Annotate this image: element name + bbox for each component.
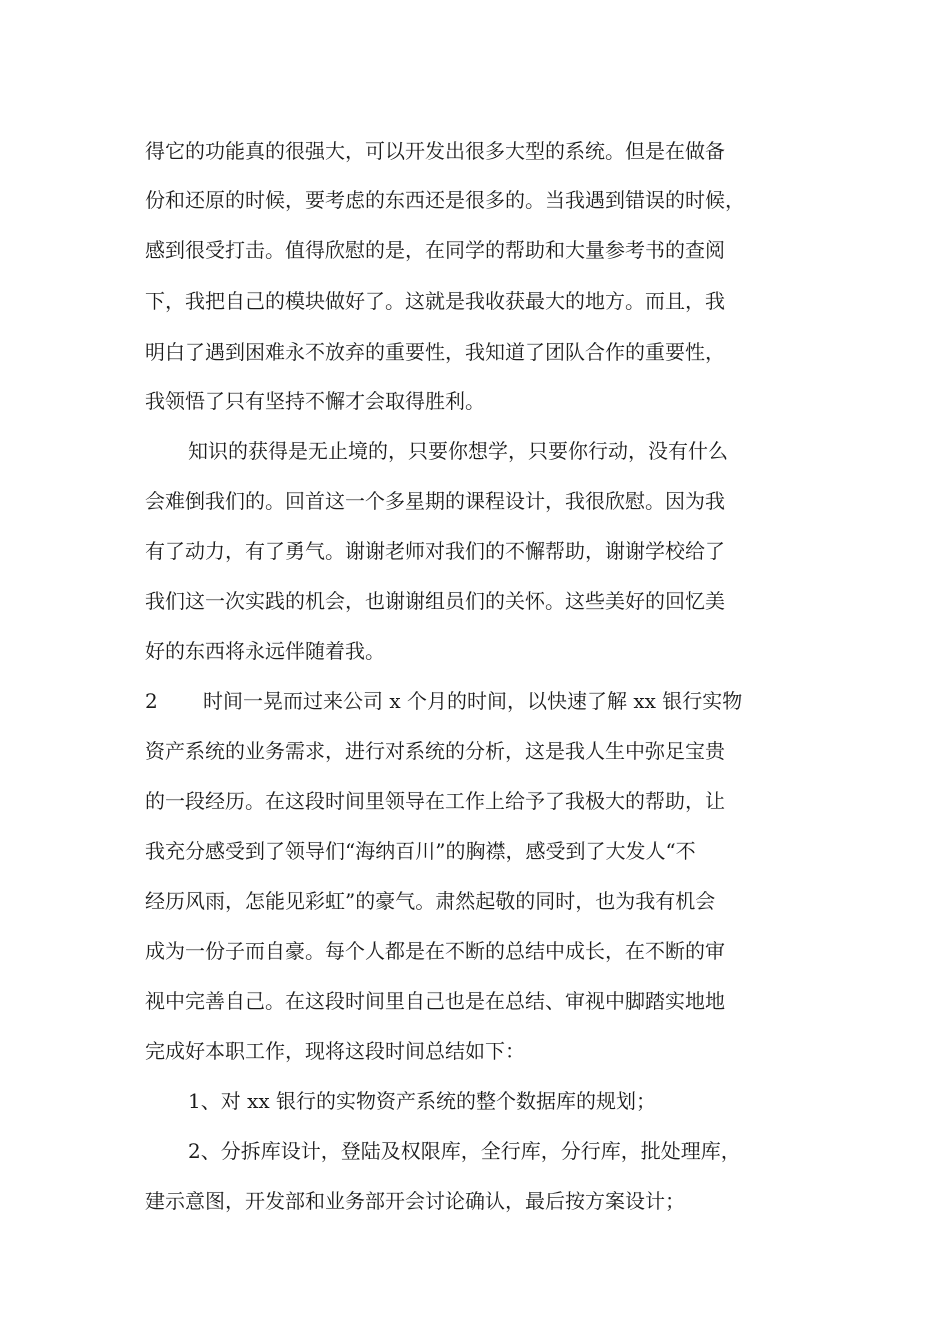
- paragraph-3-line-4: 我充分感受到了领导们“海纳百川”的胸襟，感受到了大发人“不: [145, 839, 696, 863]
- paragraph-2-line-4: 我们这一次实践的机会，也谢谢组员们的关怀。这些美好的回忆美: [145, 589, 725, 613]
- paragraph-1-line-5: 明白了遇到困难永不放弃的重要性，我知道了团队合作的重要性，: [145, 340, 725, 364]
- paragraph-3-line-2: 资产系统的业务需求，进行对系统的分析，这是我人生中弥足宝贵: [145, 739, 725, 763]
- paragraph-1-line-3: 感到很受打击。值得欣慰的是，在同学的帮助和大量参考书的查阅: [145, 238, 725, 262]
- paragraph-3-line-6: 成为一份子而自豪。每个人都是在不断的总结中成长，在不断的审: [145, 939, 725, 963]
- paragraph-1-line-2: 份和还原的时候，要考虑的东西还是很多的。当我遇到错误的时候，: [145, 188, 745, 212]
- list-item-2-line-1: 2、分拆库设计，登陆及权限库，全行库，分行库，批处理库，: [188, 1139, 741, 1163]
- list-item-2-line-2: 建示意图，开发部和业务部开会讨论确认，最后按方案设计；: [145, 1189, 685, 1213]
- paragraph-3-line-8: 完成好本职工作，现将这段时间总结如下：: [145, 1039, 525, 1063]
- list-item-1: 1、对 xx 银行的实物资产系统的整个数据库的规划；: [188, 1089, 656, 1113]
- paragraph-2-line-1: 知识的获得是无止境的，只要你想学，只要你行动，没有什么: [188, 439, 728, 463]
- paragraph-2-line-5: 好的东西将永远伴随着我。: [145, 639, 385, 663]
- paragraph-3-line-3: 的一段经历。在这段时间里领导在工作上给予了我极大的帮助，让: [145, 789, 725, 813]
- section-number: 2: [145, 689, 158, 713]
- paragraph-1-line-1: 得它的功能真的很强大，可以开发出很多大型的系统。但是在做备: [145, 139, 725, 163]
- paragraph-3-line-5: 经历风雨，怎能见彩虹”的豪气。肃然起敬的同时，也为我有机会: [145, 889, 716, 913]
- paragraph-1-line-4: 下，我把自己的模块做好了。这就是我收获最大的地方。而且，我: [145, 289, 725, 313]
- paragraph-1-line-6: 我领悟了只有坚持不懈才会取得胜利。: [145, 389, 485, 413]
- paragraph-2-line-2: 会难倒我们的。回首这一个多星期的课程设计，我很欣慰。因为我: [145, 489, 725, 513]
- paragraph-2-line-3: 有了动力，有了勇气。谢谢老师对我们的不懈帮助，谢谢学校给了: [145, 539, 725, 563]
- paragraph-3-line-1: 时间一晃而过来公司 x 个月的时间，以快速了解 xx 银行实物: [203, 689, 743, 713]
- paragraph-3-line-7: 视中完善自己。在这段时间里自己也是在总结、审视中脚踏实地地: [145, 989, 725, 1013]
